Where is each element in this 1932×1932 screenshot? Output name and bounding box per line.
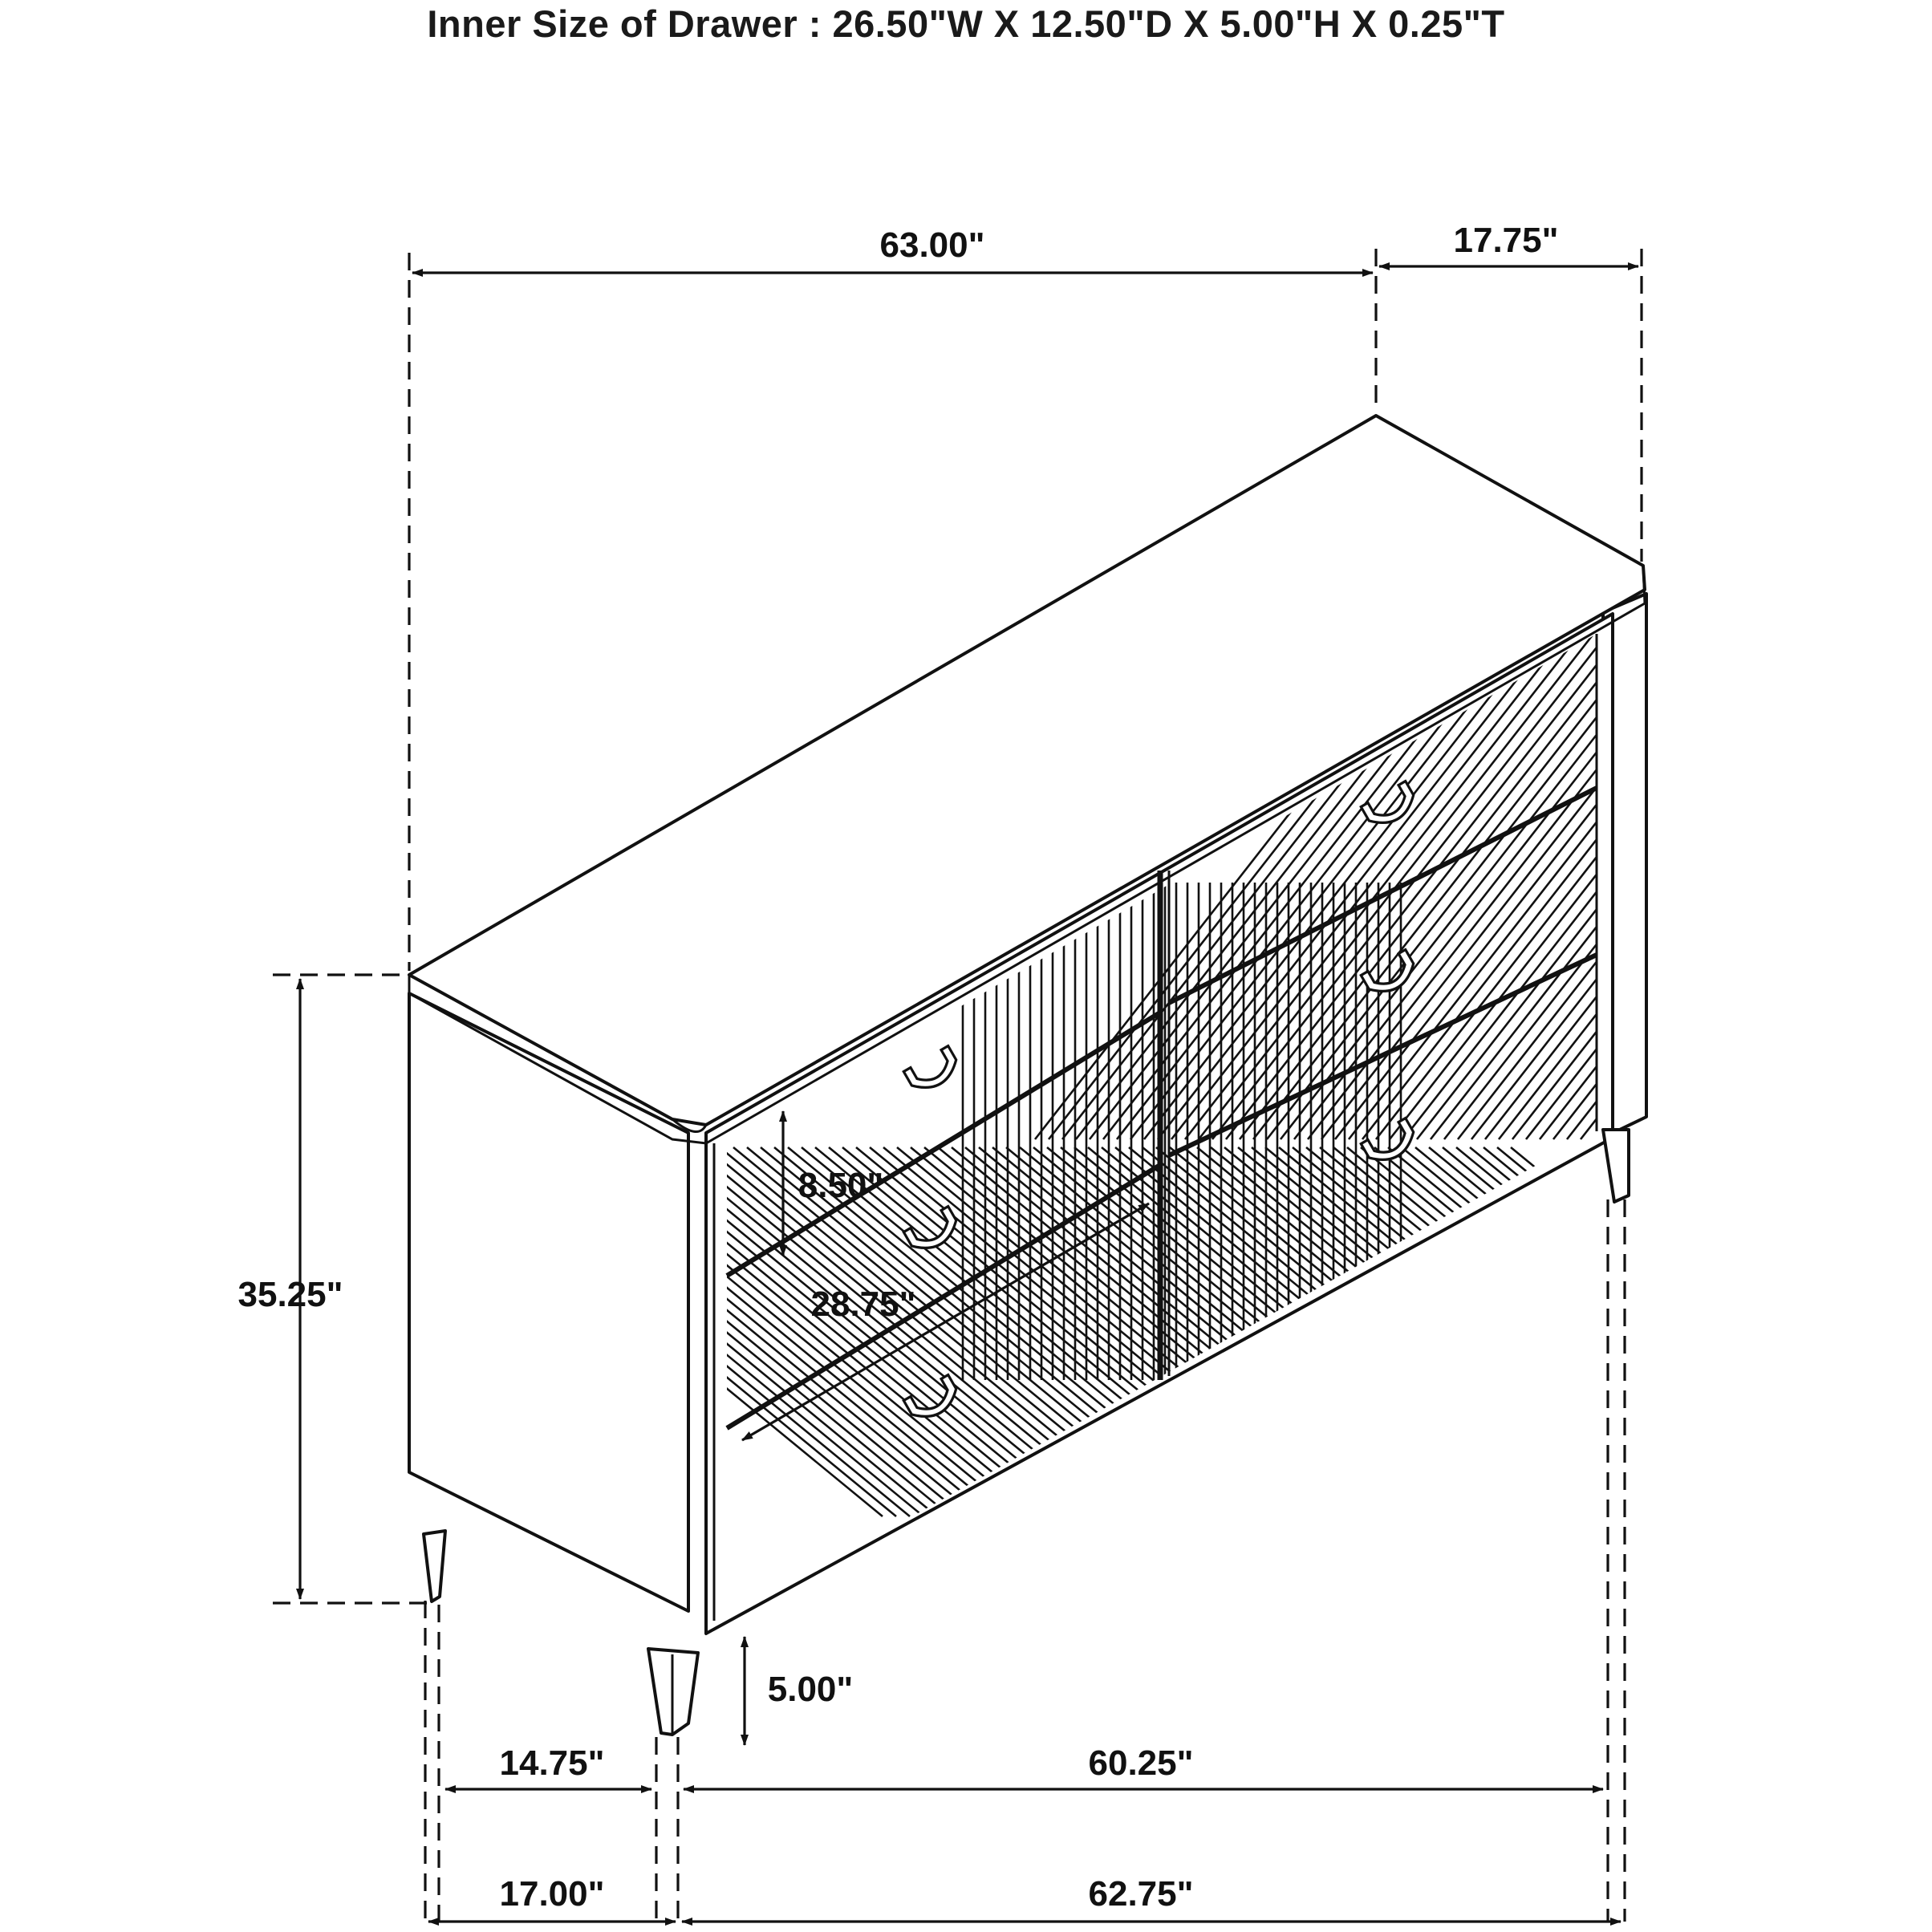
base-width-label: 62.75" — [1088, 1874, 1194, 1914]
base-depth-label: 17.00" — [499, 1874, 605, 1914]
drawer-width-label: 28.75" — [810, 1285, 916, 1324]
leg-width-label: 60.25" — [1088, 1743, 1194, 1783]
dresser — [409, 416, 1932, 1735]
drawer-inner-size-heading: Inner Size of Drawer : 26.50"W X 12.50"D X 5.00"H X 0.25"T — [427, 2, 1505, 45]
drawer-height-label: 8.50" — [798, 1166, 884, 1205]
top-depth-label: 17.75" — [1453, 221, 1559, 260]
top-width-label: 63.00" — [879, 225, 985, 265]
leg-depth-label: 14.75" — [499, 1743, 605, 1783]
height-label: 35.25" — [237, 1275, 343, 1314]
leg-height-label: 5.00" — [767, 1670, 854, 1709]
